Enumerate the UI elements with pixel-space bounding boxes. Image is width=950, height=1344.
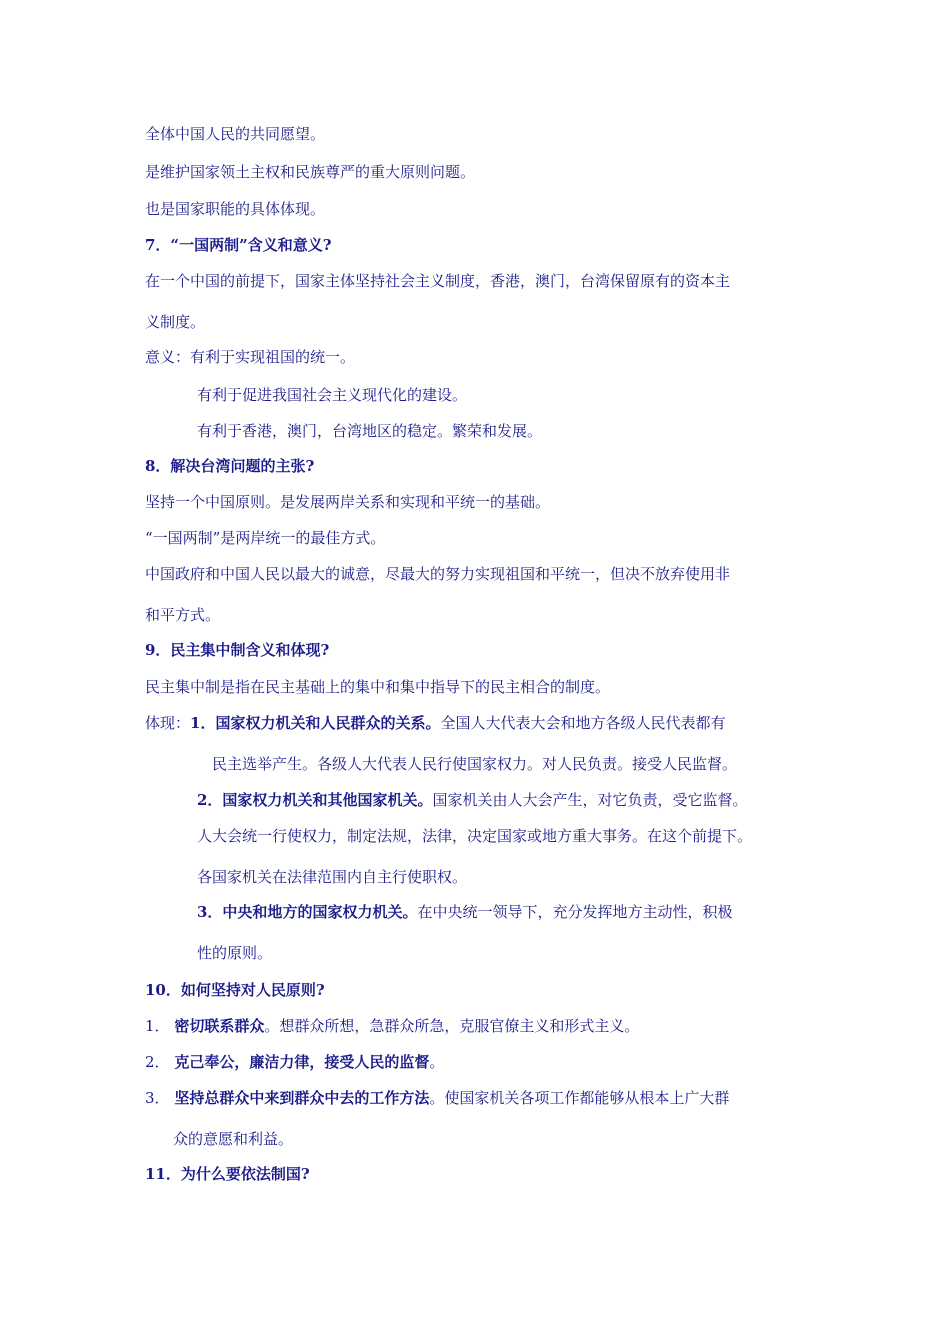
list-number: 3． xyxy=(145,1089,175,1107)
question-heading-10: 10．如何坚持对人民原则? xyxy=(145,981,325,999)
line-rest: 。使国家机关各项工作都能够从根本上广大群 xyxy=(429,1089,730,1107)
text-line: 中国政府和中国人民以最大的诚意，尽最大的努力实现祖国和平统一，但决不放弃使用非 xyxy=(145,565,731,583)
text-line: “一国两制”是两岸统一的最佳方式。 xyxy=(145,529,386,547)
text-line: 和平方式。 xyxy=(145,606,221,624)
text-line: 也是国家职能的具体体现。 xyxy=(145,200,326,218)
bold-phrase: 2．国家权力机关和其他国家机关。 xyxy=(197,791,433,809)
text-line xyxy=(145,1052,444,1072)
text-line: 是维护国家领土主权和民族尊严的重大原则问题。 xyxy=(145,163,476,181)
text-line: 民主集中制是指在民主基础上的集中和集中指导下的民主相合的制度。 xyxy=(145,678,611,696)
list-number: 2． xyxy=(145,1053,175,1071)
line-rest: 。 xyxy=(429,1053,445,1071)
line-prefix: 体现： xyxy=(145,714,191,732)
bold-phrase: 3．中央和地方的国家权力机关。 xyxy=(197,903,418,921)
text-line: 在一个中国的前提下，国家主体坚持社会主义制度，香港，澳门，台湾保留原有的资本主 xyxy=(145,272,731,290)
text-line: 人大会统一行使权力，制定法规，法律，决定国家或地方重大事务。在这个前提下。 xyxy=(197,827,753,845)
text-line: 全体中国人民的共同愿望。 xyxy=(145,125,326,143)
question-heading-9: 9．民主集中制含义和体现? xyxy=(145,641,330,659)
list-number: 1． xyxy=(145,1017,175,1035)
text-line xyxy=(145,713,725,733)
line-rest: 全国人大代表大会和地方各级人民代表都有 xyxy=(440,714,726,732)
line-rest: 国家机关由人大会产生，对它负责，受它监督。 xyxy=(432,791,748,809)
text-line: 各国家机关在法律范围内自主行使职权。 xyxy=(197,868,468,886)
line-rest: 。想群众所想，急群众所急，克服官僚主义和形式主义。 xyxy=(264,1017,640,1035)
bold-phrase: 1．国家权力机关和人民群众的关系。 xyxy=(190,714,441,732)
text-line xyxy=(197,902,732,922)
text-line: 坚持一个中国原则。是发展两岸关系和实现和平统一的基础。 xyxy=(145,493,551,511)
text-line: 有利于香港，澳门，台湾地区的稳定。繁荣和发展。 xyxy=(197,422,543,440)
line-rest: 在中央统一领导下，充分发挥地方主动性，积极 xyxy=(417,903,733,921)
bold-phrase: 克己奉公，廉洁力律，接受人民的监督 xyxy=(174,1053,430,1071)
question-heading-11: 11．为什么要依法制国? xyxy=(145,1165,310,1183)
question-heading-8: 8．解决台湾问题的主张? xyxy=(145,457,315,475)
text-line: 性的原则。 xyxy=(197,944,273,962)
text-line: 义制度。 xyxy=(145,313,206,331)
bold-phrase: 坚持总群众中来到群众中去的工作方法 xyxy=(174,1089,430,1107)
text-line xyxy=(145,1088,729,1108)
text-line: 众的意愿和利益。 xyxy=(173,1130,294,1148)
text-line xyxy=(145,1016,639,1036)
question-heading-7: 7．“一国两制”含义和意义? xyxy=(145,236,332,254)
text-line: 意义：有利于实现祖国的统一。 xyxy=(145,348,356,366)
text-line xyxy=(197,790,747,810)
text-line: 有利于促进我国社会主义现代化的建设。 xyxy=(197,386,468,404)
text-line: 民主选举产生。各级人大代表人民行使国家权力。对人民负责。接受人民监督。 xyxy=(212,755,738,773)
bold-phrase: 密切联系群众 xyxy=(174,1017,265,1035)
